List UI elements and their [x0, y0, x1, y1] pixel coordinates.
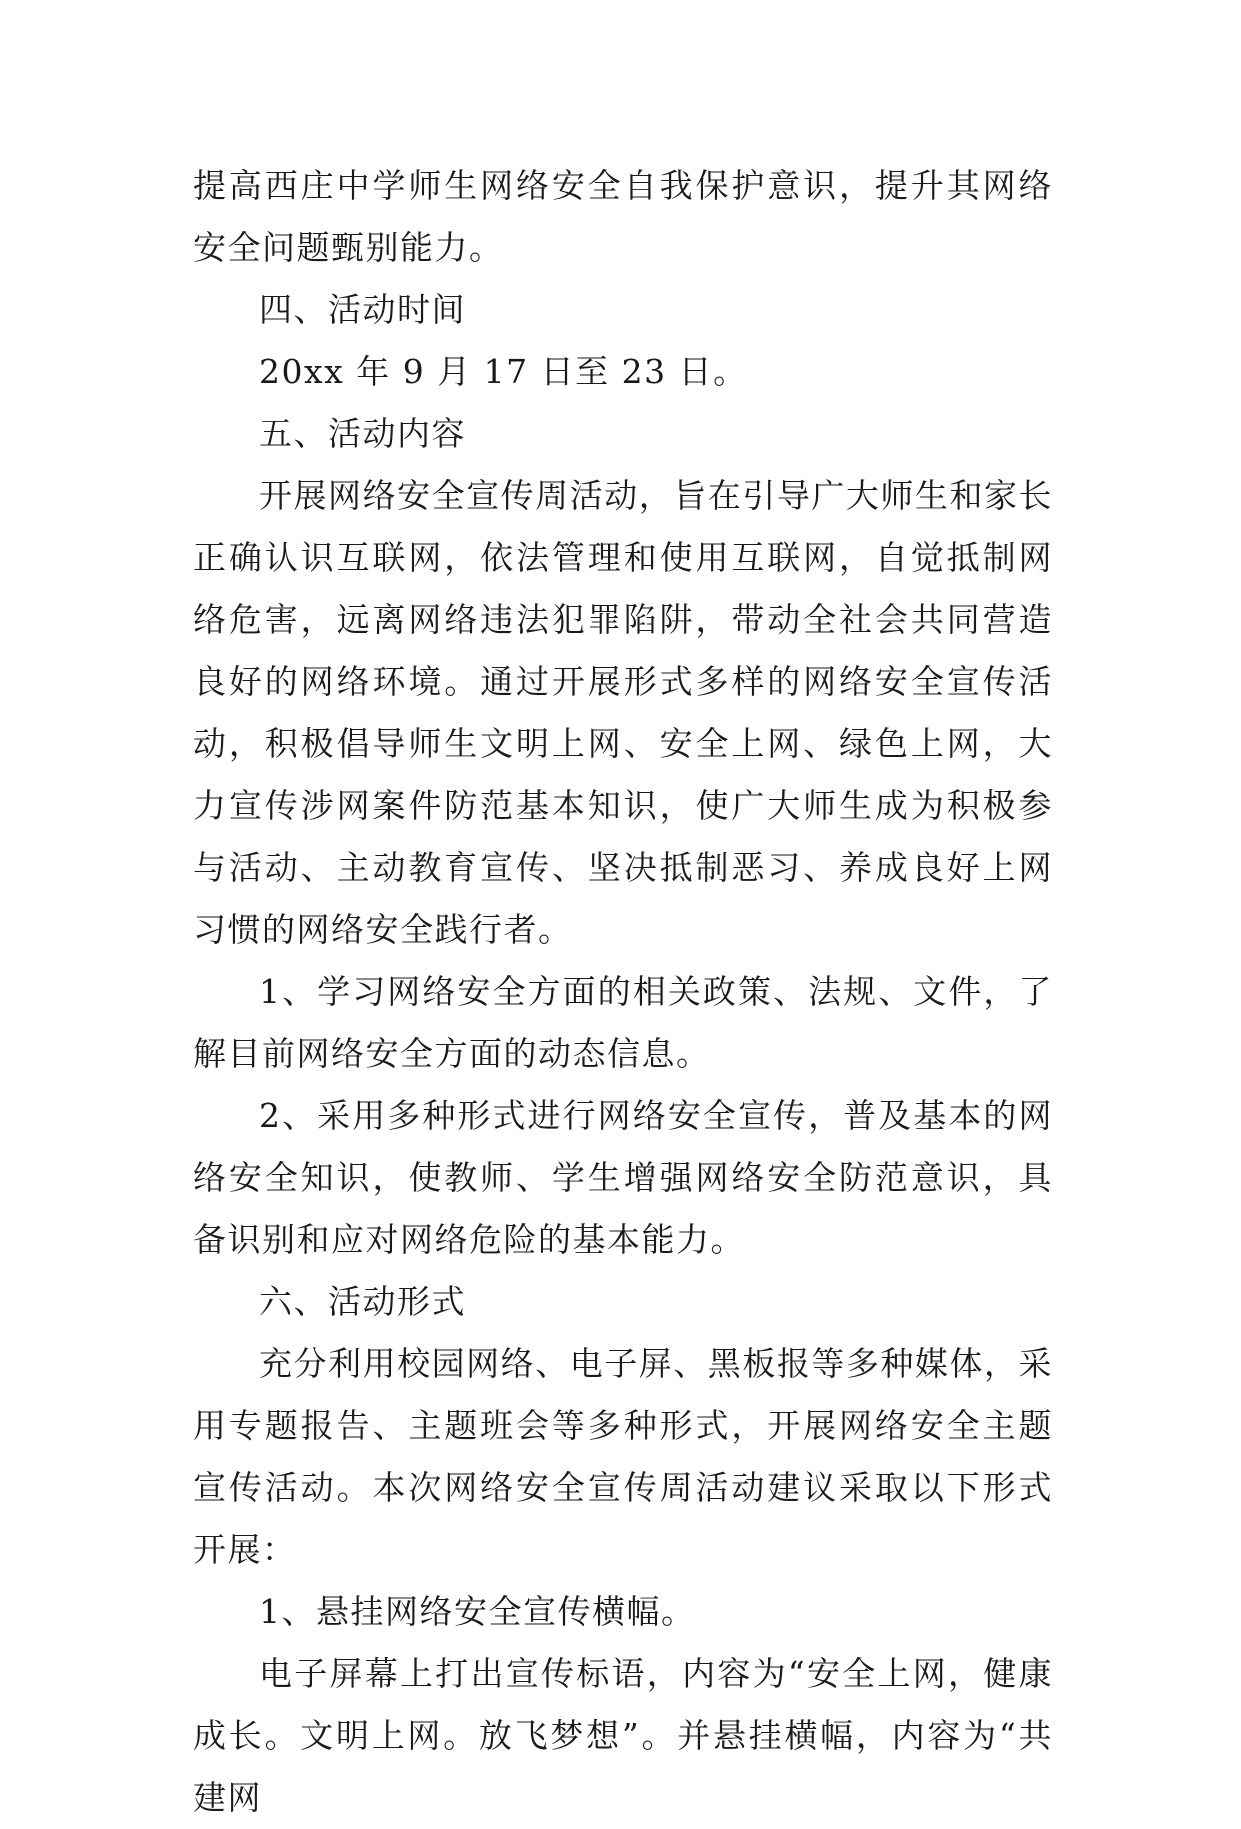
- paragraph-activity-form: 充分利用校园网络、电子屏、黑板报等多种媒体，采用专题报告、主题班会等多种形式，开展网络安全主题宣传活动。本次网络安全宣传周活动建议采取以下形式开展：: [193, 1344, 1053, 1569]
- section-heading-activity-content: 五、活动内容: [259, 414, 466, 453]
- section-heading-activity-time: 四、活动时间: [259, 290, 466, 329]
- paragraph-content-item-1: 1、学习网络安全方面的相关政策、法规、文件，了解目前网络安全方面的动态信息。: [193, 972, 1053, 1073]
- paragraph-activity-date: 20xx 年 9 月 17 日至 23 日。: [259, 352, 748, 391]
- paragraph-intro-continuation: 提高西庄中学师生网络安全自我保护意识，提升其网络安全问题甄别能力。: [193, 166, 1053, 267]
- paragraph-content-item-2: 2、采用多种形式进行网络安全宣传，普及基本的网络安全知识，使教师、学生增强网络安全防范意识，具备识别和应对网络危险的基本能力。: [193, 1096, 1053, 1259]
- section-heading-activity-form: 六、活动形式: [259, 1282, 466, 1321]
- document-body: [193, 155, 1053, 1829]
- paragraph-activity-purpose: 开展网络安全宣传周活动，旨在引导广大师生和家长正确认识互联网，依法管理和使用互联网，自觉抵制网络危害，远离网络违法犯罪陷阱，带动全社会共同营造良好的网络环境。通过开展形式多样的网络安全宣传活动，积极倡导师生文明上网、安全上网、绿色上网，大力宣传涉网案件防范基本知识，使广大师生成为积极参与活动、主动教育宣传、坚决抵制恶习、养成良好上网习惯的网络安全践行者。: [193, 476, 1053, 949]
- paragraph-form-item-1: 1、悬挂网络安全宣传横幅。: [259, 1592, 696, 1631]
- paragraph-banner-slogan: 电子屏幕上打出宣传标语，内容为“安全上网，健康成长。文明上网。放飞梦想”。并悬挂横幅，内容为“共建网: [193, 1654, 1053, 1817]
